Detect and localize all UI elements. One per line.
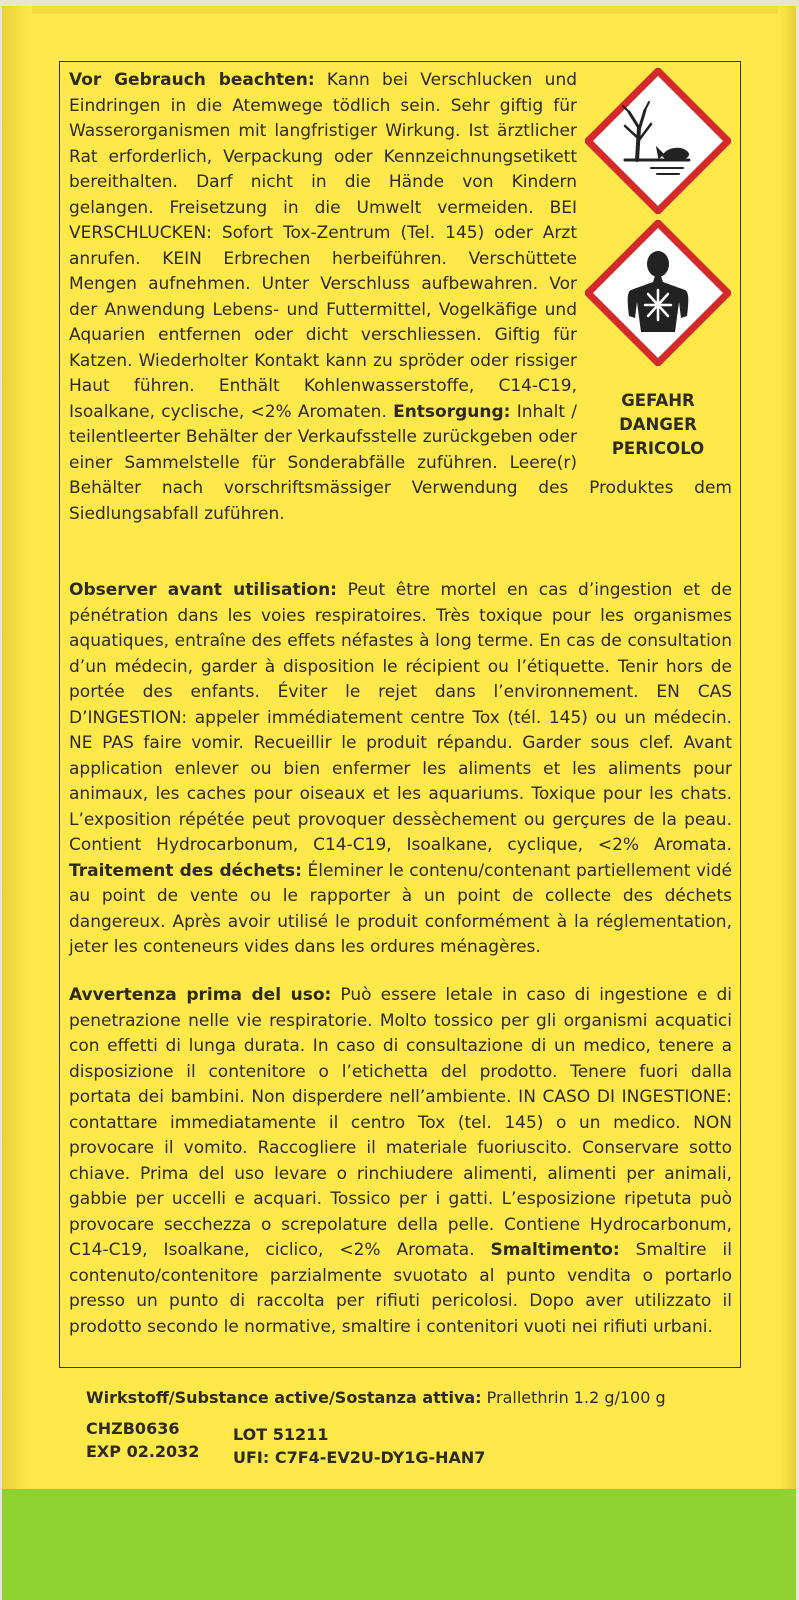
active-substance-value: Prallethrin 1.2 g/100 g (481, 1388, 666, 1407)
active-substance-line (86, 1388, 666, 1407)
text-de-2: Inhalt / teilentleerter Behälter der Verkaufsstelle zurückgeben oder einer Sammelstelle für Sonderabfälle zuführen. Leere(r) Behälter nach vorschriftsmässiger Verwendung des Produktes dem Siedlungsabfall zuführen. (69, 401, 732, 524)
text-fr-2: Éleminer le contenu/contenant partiellement vidé au point de vente ou le rapporter à un point de collecte des déchets dangereux. Après avoir utilisé le produit conformément à la réglementation, jeter les conteneurs vides dans les ordures ménagères. (69, 860, 732, 957)
signal-word-de: GEFAHR (621, 391, 695, 410)
warning-paragraph-fr (69, 578, 732, 961)
ufi-code: UFI: C7F4-EV2U-DY1G-HAN7 (233, 1448, 486, 1467)
panel-left-shading (2, 6, 32, 1596)
lot-number: LOT 51211 (233, 1425, 329, 1444)
signal-word-fr: DANGER (619, 415, 697, 434)
expiry-date: EXP 02.2032 (86, 1442, 200, 1461)
warning-paragraph-de (69, 68, 732, 527)
text-it-1: Può essere letale in caso di ingestione e di penetrazione nelle vie respiratorie. Molto tossico per gli organismi acquatici con effetti di lunga durata. In caso di consultazione di un medico, tenere a disposizione il contenitore o l’etichetta del prodotto. Tenere fuori dalla portata dei bambini. Non disperdere nell’ambiente. IN CASO DI INGESTIONE: contattare immediatamente il centro Tox (tel. 145) o un medico. NON provocare il vomito. Raccogliere il materiale fuoriuscito. Conservare sotto chiave. Prima del uso levare o rinchiudere alimenti, alimenti per animali, gabbie per uccelli e acquari. Tossico per i gatti. L’esposizione ripetuta può provocare secchezza o screpolature della pelle. Contiene Hydrocarbonum, C14-C19, Isoalkane, ciclico, <2% Aromata. (69, 985, 732, 1260)
signal-word-it: PERICOLO (611, 439, 705, 458)
disposal-heading-de: Entsorgung: (393, 401, 511, 422)
green-band (2, 1489, 796, 1600)
text-de-1: Kann bei Verschlucken und Eindringen in die Atemwege tödlich sein. Sehr giftig für Wasserorganismen mit langfristiger Wirkung. Ist ärztlicher Rat erforderlich, Verpackung oder Kennzeichnungsetikett bereithalten. Darf nicht in die Hände von Kindern gelangen. Freisetzung in die Umwelt vermeiden. BEI VERSCHLUCKEN: Sofort Tox-Zentrum (Tel. 145) oder Arzt anrufen. KEIN Erbrechen herbeiführen. Verschüttete Mengen aufnehmen. Unter Verschluss aufbewahren. Vor der Anwendung Lebens- und Futtermittel, Vogelkäfige und Aquarien entfernen oder dicht verschliessen. Giftig für Katzen. Wiederholter Kontakt kann zu spröder oder rissiger Haut führen. Enthält Kohlenwasserstoffe, C14-C19, Isoalkane, cyclische, <2% Aromaten. (69, 70, 578, 422)
text-it-2: Smaltire il contenuto/contenitore parzialmente svuotato al punto vendita o portarlo presso un punto di raccolta per rifiuti pericolosi. Dopo aver utilizzato il prodotto secondo le normative, smaltire i contenitori vuoti nei rifiuti urbani. (69, 1240, 732, 1337)
disposal-heading-it: Smaltimento: (490, 1240, 620, 1260)
heading-it: Avvertenza prima del uso: (69, 985, 332, 1005)
disposal-heading-fr: Traitement des déchets: (69, 860, 302, 881)
product-code: CHZB0636 (86, 1419, 180, 1438)
text-fr-1: Peut être mortel en cas d’ingestion et de pénétration dans les voies respiratoires. Très toxique pour les organismes aquatiques, entraîne des effets néfastes à long terme. En cas de consultation d’un médecin, garder à disposition le récipient ou l’étiquette. Tenir hors de portée des enfants. Éviter le rejet dans l’environnement. EN CAS D’INGESTION: appeler immédiatement centre Tox (tél. 145) ou un médecin. NE PAS faire vomir. Recueillir le produit répandu. Garder sous clef. Avant application enlever ou bien enfermer les aliments et les aliments pour animaux, les caches pour oiseaux et les aquariums. Toxique pour les chats. L’exposition répétée peut provoquer dessèchement ou gerçures de la peau. Contient Hydrocarbonum, C14-C19, Isoalkane, cyclique, <2% Aromata. (69, 580, 732, 855)
panel-right-shading (778, 6, 796, 1596)
pictogram-spacer (577, 68, 732, 461)
warning-paragraph-it (69, 983, 732, 1340)
heading-de: Vor Gebrauch beachten: (69, 70, 315, 90)
active-substance-label: Wirkstoff/Substance active/Sostanza attiva: (86, 1388, 482, 1407)
heading-fr: Observer avant utilisation: (69, 580, 337, 600)
panel-top-edge (2, 6, 796, 14)
